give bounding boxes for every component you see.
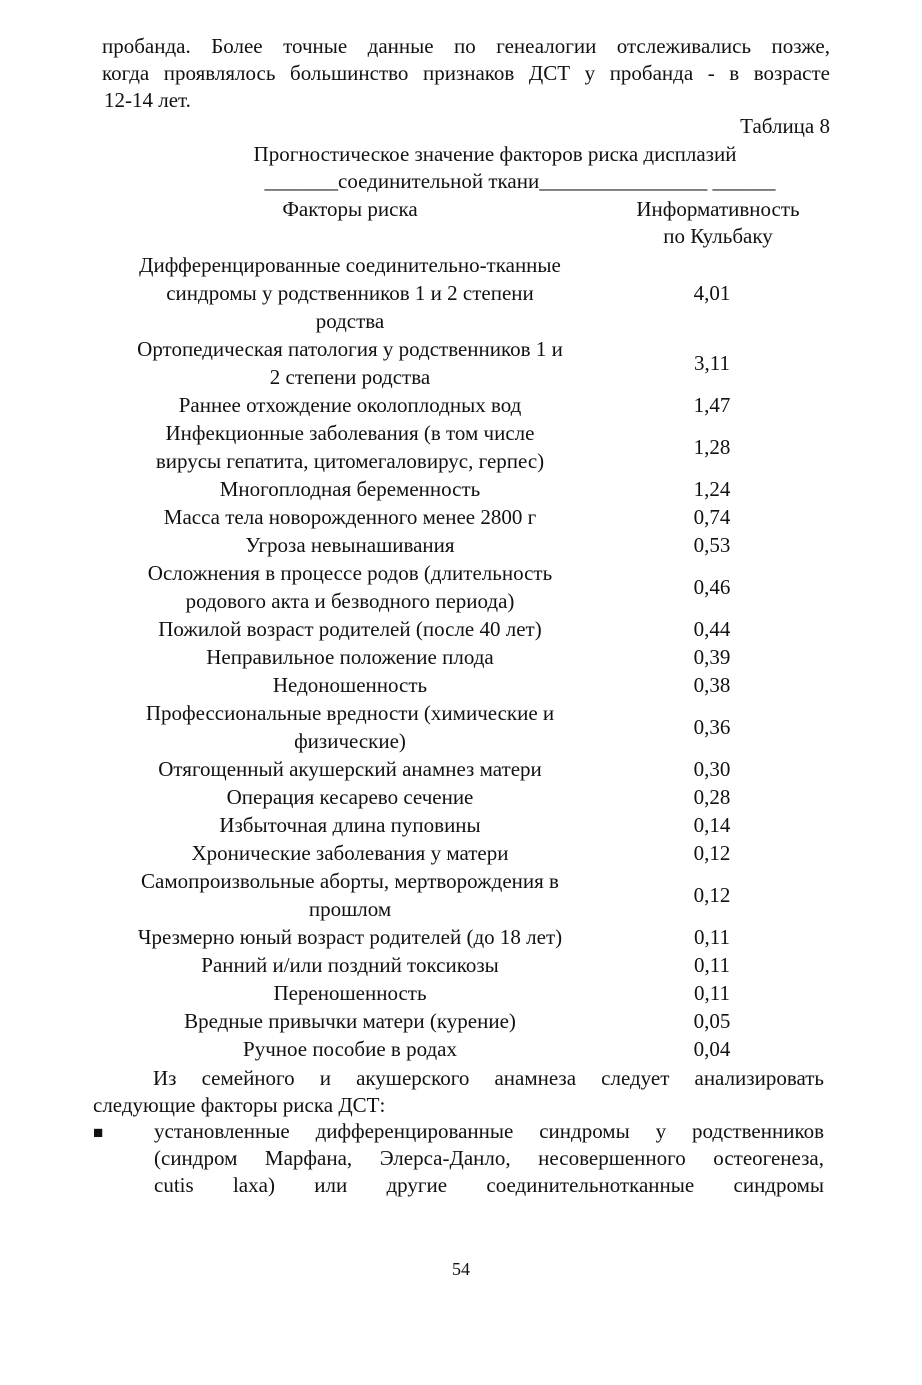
table-row: [0, 335, 922, 391]
risk-factor-line: Ручное пособие в родах: [243, 1037, 457, 1061]
table-row: [0, 475, 922, 503]
table-row: [0, 699, 922, 755]
informativeness-value: 0,12: [693, 883, 731, 907]
risk-factor-name: [100, 811, 600, 839]
risk-factor-name: [100, 951, 600, 979]
informativeness-value: 0,46: [693, 575, 731, 599]
informativeness-value: 0,11: [694, 925, 730, 949]
risk-factor-name: [100, 755, 600, 783]
risk-factor-name: [100, 839, 600, 867]
risk-factor-line: Дифференцированные соединительно-тканные: [139, 253, 561, 277]
informativeness-value: 0,28: [693, 785, 731, 809]
table-row: [0, 559, 922, 615]
risk-factor-line: Осложнения в процессе родов (длительность: [147, 561, 553, 585]
risk-factor-line: Избыточная длина пуповины: [219, 813, 481, 837]
header-kullback: по Кульбаку: [663, 224, 773, 248]
informativeness-value: 0,14: [693, 813, 731, 837]
intro-line-1: пробанда. Более точные данные по генеалогии отслеживались позже,: [102, 34, 830, 58]
informativeness-value: 0,04: [693, 1037, 731, 1061]
header-factors: Факторы риска: [282, 197, 418, 221]
table-row: [0, 671, 922, 699]
risk-factor-line: Многоплодная беременность: [219, 477, 481, 501]
risk-factor-name: [100, 475, 600, 503]
informativeness-value: 0,05: [693, 1009, 731, 1033]
risk-factor-line: Хронические заболевания у матери: [191, 841, 509, 865]
table-number: Таблица 8: [740, 114, 830, 138]
risk-factor-line: родового акта и безводного периода): [185, 589, 515, 613]
informativeness-value: 1,28: [693, 435, 731, 459]
informativeness-value: 0,74: [693, 505, 731, 529]
table-row: [0, 979, 922, 1007]
risk-factor-line: 2 степени родства: [269, 365, 431, 389]
table-row: [0, 811, 922, 839]
table-row: [0, 391, 922, 419]
risk-factor-line: синдромы у родственников 1 и 2 степени: [166, 281, 534, 305]
risk-factor-line: Отягощенный акушерский анамнез матери: [158, 757, 542, 781]
table-row: [0, 923, 922, 951]
risk-factor-line: Операция кесарево сечение: [226, 785, 474, 809]
informativeness-value: 0,53: [693, 533, 731, 557]
risk-factor-name: [100, 783, 600, 811]
after-line-1: Из семейного и акушерского анамнеза следует анализировать: [153, 1066, 824, 1090]
risk-factor-line: Инфекционные заболевания (в том числе: [165, 421, 535, 445]
informativeness-value: 4,01: [693, 281, 731, 305]
risk-factor-name: [100, 531, 600, 559]
table-row: [0, 531, 922, 559]
risk-factor-name: [100, 643, 600, 671]
risk-factor-name: [100, 1007, 600, 1035]
table-row: [0, 643, 922, 671]
risk-factor-line: Недоношенность: [272, 673, 428, 697]
table-caption-line-2: _______соединительной ткани________________ ______: [264, 169, 776, 193]
risk-factor-name: [100, 615, 600, 643]
bullet-line-3: cutis laxa) или другие соединительнотканные синдромы: [154, 1173, 824, 1197]
informativeness-value: 0,36: [693, 715, 731, 739]
informativeness-value: 3,11: [694, 351, 730, 375]
risk-factor-line: Чрезмерно юный возраст родителей (до 18 лет): [137, 925, 563, 949]
intro-line-2: когда проявлялось большинство признаков ДСТ у пробанда - в возрасте: [102, 61, 830, 85]
table-row: [0, 867, 922, 923]
informativeness-value: 1,47: [693, 393, 731, 417]
risk-factor-line: Самопроизвольные аборты, мертворождения в: [141, 869, 559, 893]
risk-factor-name: [100, 503, 600, 531]
risk-factor-name: [100, 979, 600, 1007]
informativeness-value: 0,11: [694, 981, 730, 1005]
table-row: [0, 503, 922, 531]
risk-factor-line: Переношенность: [273, 981, 427, 1005]
risk-factor-name: [100, 699, 600, 755]
informativeness-value: 1,24: [693, 477, 731, 501]
table-row: [0, 755, 922, 783]
table-row: [0, 1007, 922, 1035]
risk-factor-line: Профессиональные вредности (химические и: [145, 701, 555, 725]
informativeness-value: 0,30: [693, 757, 731, 781]
risk-factor-name: [100, 671, 600, 699]
intro-line-3: 12-14 лет.: [104, 88, 191, 112]
table-row: [0, 839, 922, 867]
informativeness-value: 0,38: [693, 673, 731, 697]
risk-factor-name: [100, 419, 600, 475]
risk-factor-line: родства: [315, 309, 385, 333]
bullet-item: [154, 1118, 824, 1199]
risk-factor-name: [100, 559, 600, 615]
risk-factor-name: [100, 867, 600, 923]
risk-factor-line: Раннее отхождение околоплодных вод: [178, 393, 522, 417]
page-number: 54: [452, 1259, 470, 1279]
risk-factor-line: Масса тела новорожденного менее 2800 г: [163, 505, 537, 529]
table-row: [0, 419, 922, 475]
bullet-marker: ■: [93, 1123, 104, 1142]
risk-factor-name: [100, 335, 600, 391]
risk-factor-line: Пожилой возраст родителей (после 40 лет): [158, 617, 542, 641]
table-caption-line-1: Прогностическое значение факторов риска дисплазий: [253, 142, 737, 166]
risk-factor-line: Ортопедическая патология у родственников 1 и: [137, 337, 563, 361]
header-informativeness: Информативность: [636, 197, 800, 221]
risk-factor-line: физические): [294, 729, 406, 753]
after-line-2: следующие факторы риска ДСТ:: [93, 1093, 386, 1117]
table-row: [0, 783, 922, 811]
risk-factor-name: [100, 251, 600, 335]
informativeness-value: 0,12: [693, 841, 731, 865]
informativeness-value: 0,39: [693, 645, 731, 669]
table-row: [0, 251, 922, 335]
risk-factor-line: прошлом: [308, 897, 392, 921]
risk-factor-name: [100, 923, 600, 951]
risk-factor-line: Ранний и/или поздний токсикозы: [201, 953, 499, 977]
informativeness-value: 0,44: [693, 617, 731, 641]
risk-factor-line: вирусы гепатита, цитомегаловирус, герпес): [155, 449, 545, 473]
bullet-line-2: (синдром Марфана, Элерса-Данло, несовершенного остеогенеза,: [154, 1146, 824, 1170]
risk-factor-line: Угроза невынашивания: [245, 533, 455, 557]
risk-factor-line: Вредные привычки матери (курение): [184, 1009, 516, 1033]
informativeness-value: 0,11: [694, 953, 730, 977]
risk-factor-name: [100, 391, 600, 419]
risk-factor-line: Неправильное положение плода: [206, 645, 494, 669]
bullet-line-1: установленные дифференцированные синдромы у родственников: [154, 1119, 824, 1143]
risk-factor-name: [100, 1035, 600, 1063]
table-row: [0, 1035, 922, 1063]
table-row: [0, 951, 922, 979]
table-row: [0, 615, 922, 643]
